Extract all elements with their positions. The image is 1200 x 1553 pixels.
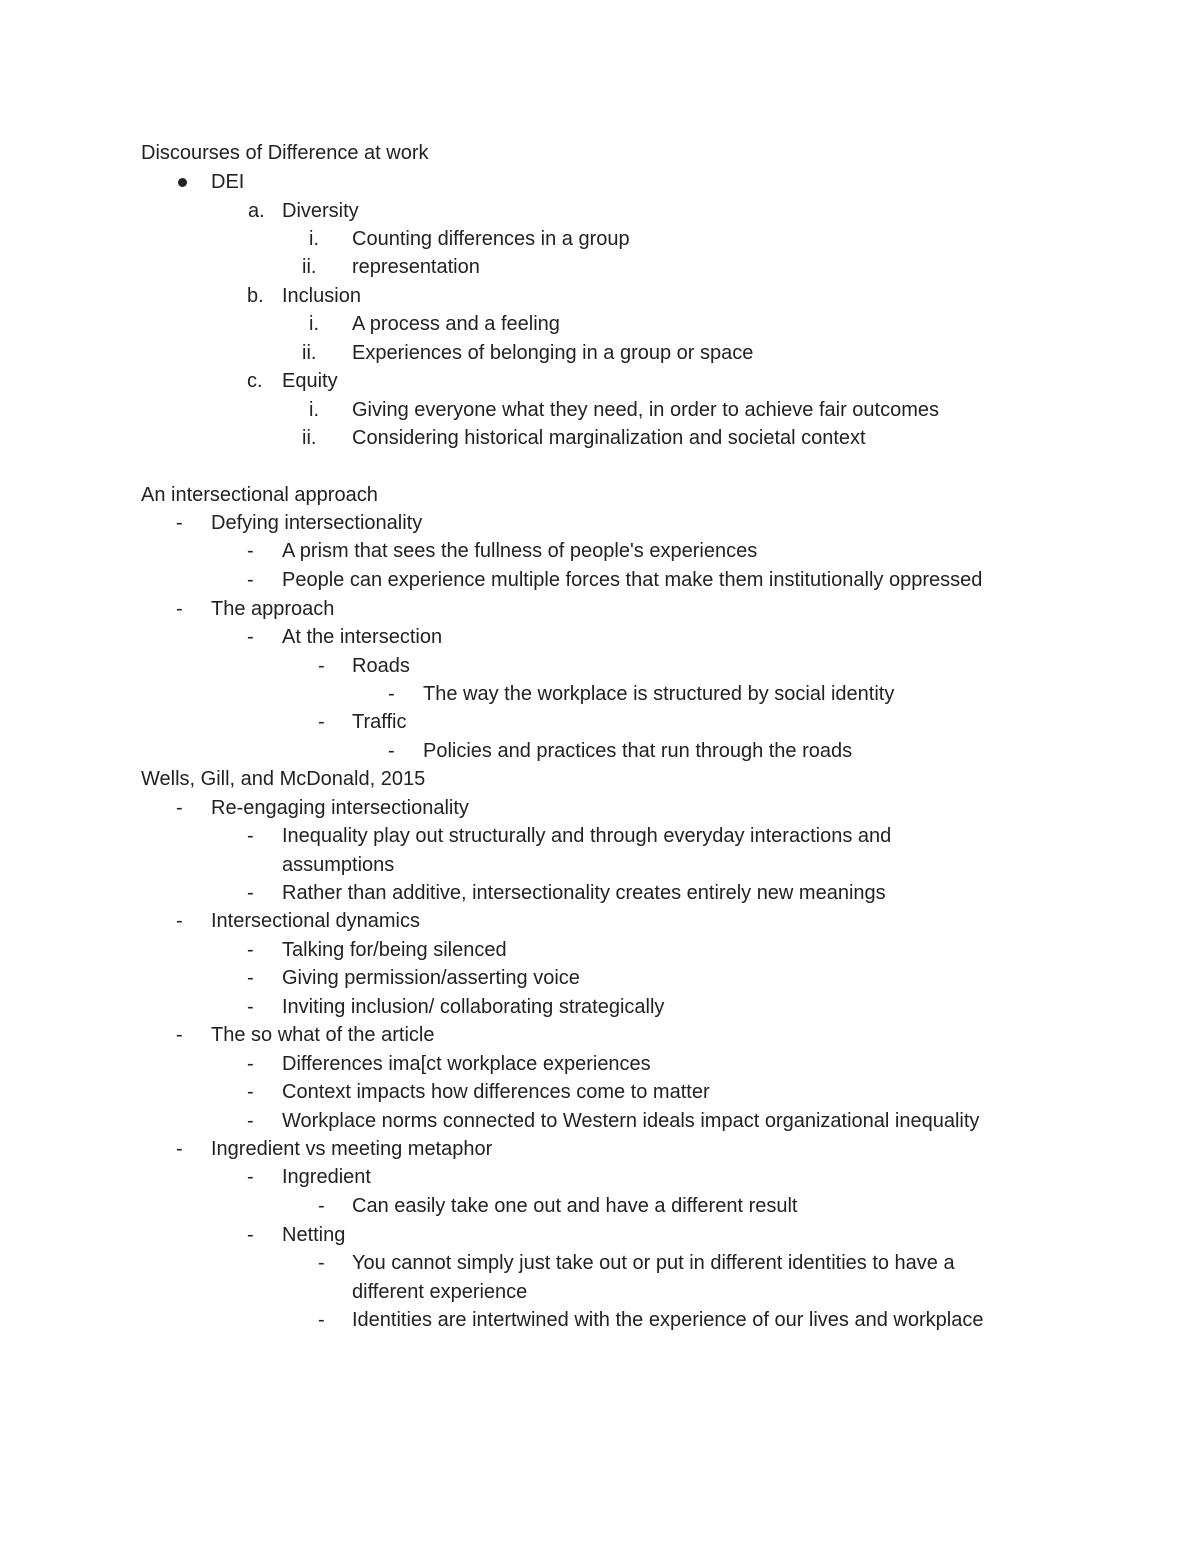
- list-item: The approach: [211, 598, 335, 620]
- list-item: Identities are intertwined with the experience of our lives and workplace: [352, 1309, 984, 1331]
- list-marker: ii.: [302, 256, 317, 278]
- list-item: representation: [352, 256, 480, 278]
- list-item: Workplace norms connected to Western ideals impact organizational inequality: [282, 1110, 980, 1132]
- list-item: At the intersection: [282, 626, 443, 648]
- list-item: Can easily take one out and have a different result: [352, 1195, 798, 1217]
- dash-marker: -: [176, 1024, 183, 1046]
- list-item-continuation: different experience: [352, 1281, 528, 1303]
- list-item: Re-engaging intersectionality: [211, 797, 469, 819]
- list-item: Intersectional dynamics: [211, 910, 420, 932]
- list-marker: i.: [309, 228, 319, 250]
- dash-marker: -: [318, 1195, 325, 1217]
- list-item: Inequality play out structurally and through everyday interactions and: [282, 825, 892, 847]
- dash-marker: -: [247, 825, 254, 847]
- dash-marker: -: [318, 1309, 325, 1331]
- dash-marker: -: [247, 967, 254, 989]
- dash-marker: -: [176, 1138, 183, 1160]
- list-item: Inviting inclusion/ collaborating strategically: [282, 996, 665, 1018]
- dash-marker: -: [247, 540, 254, 562]
- dash-marker: -: [247, 996, 254, 1018]
- list-marker: ii.: [302, 342, 317, 364]
- dash-marker: -: [176, 797, 183, 819]
- dash-marker: -: [388, 683, 395, 705]
- list-item: Rather than additive, intersectionality creates entirely new meanings: [282, 882, 886, 904]
- dash-marker: -: [247, 626, 254, 648]
- dash-marker: -: [318, 655, 325, 677]
- list-item: Context impacts how differences come to matter: [282, 1081, 710, 1103]
- list-marker: a.: [248, 200, 265, 222]
- list-item: A process and a feeling: [352, 313, 560, 335]
- dash-marker: -: [247, 1224, 254, 1246]
- list-item: The so what of the article: [211, 1024, 435, 1046]
- list-marker: b.: [247, 285, 264, 307]
- dash-marker: -: [176, 512, 183, 534]
- list-item: Counting differences in a group: [352, 228, 630, 250]
- list-item: Roads: [352, 655, 410, 677]
- list-item: Defying intersectionality: [211, 512, 423, 534]
- dash-marker: -: [247, 1053, 254, 1075]
- list-item: Ingredient: [282, 1166, 371, 1188]
- list-item: Ingredient vs meeting metaphor: [211, 1138, 493, 1160]
- list-item: You cannot simply just take out or put in different identities to have a: [352, 1252, 955, 1274]
- list-item-equity: Equity: [282, 370, 338, 392]
- list-item-inclusion: Inclusion: [282, 285, 361, 307]
- list-item: A prism that sees the fullness of people's experiences: [282, 540, 758, 562]
- dash-marker: -: [318, 711, 325, 733]
- dash-marker: -: [388, 740, 395, 762]
- list-item: Talking for/being silenced: [282, 939, 507, 961]
- list-marker: i.: [309, 313, 319, 335]
- list-item: Giving everyone what they need, in order to achieve fair outcomes: [352, 399, 939, 421]
- list-item: Giving permission/asserting voice: [282, 967, 580, 989]
- list-marker: i.: [309, 399, 319, 421]
- list-item: Netting: [282, 1224, 346, 1246]
- dash-marker: -: [247, 1110, 254, 1132]
- list-item: Considering historical marginalization and societal context: [352, 427, 866, 449]
- section-heading: Wells, Gill, and McDonald, 2015: [141, 768, 426, 790]
- dash-marker: -: [318, 1252, 325, 1274]
- dash-marker: -: [247, 1081, 254, 1103]
- list-item: People can experience multiple forces that make them institutionally oppressed: [282, 569, 983, 591]
- dash-marker: -: [176, 910, 183, 932]
- dash-marker: -: [247, 939, 254, 961]
- list-item-continuation: assumptions: [282, 854, 395, 876]
- list-item: Policies and practices that run through the roads: [423, 740, 853, 762]
- dash-marker: -: [247, 882, 254, 904]
- bullet-dot-icon: [178, 178, 187, 187]
- section-heading: An intersectional approach: [141, 484, 378, 506]
- dash-marker: -: [247, 1166, 254, 1188]
- list-marker: c.: [247, 370, 263, 392]
- list-item: Experiences of belonging in a group or space: [352, 342, 754, 364]
- dash-marker: -: [176, 598, 183, 620]
- list-item: Differences ima[ct workplace experiences: [282, 1053, 651, 1075]
- dash-marker: -: [247, 569, 254, 591]
- list-marker: ii.: [302, 427, 317, 449]
- list-item: Traffic: [352, 711, 407, 733]
- document-title: Discourses of Difference at work: [141, 142, 429, 164]
- list-item: The way the workplace is structured by social identity: [423, 683, 895, 705]
- list-item-diversity: Diversity: [282, 200, 359, 222]
- list-item-dei: DEI: [211, 171, 245, 193]
